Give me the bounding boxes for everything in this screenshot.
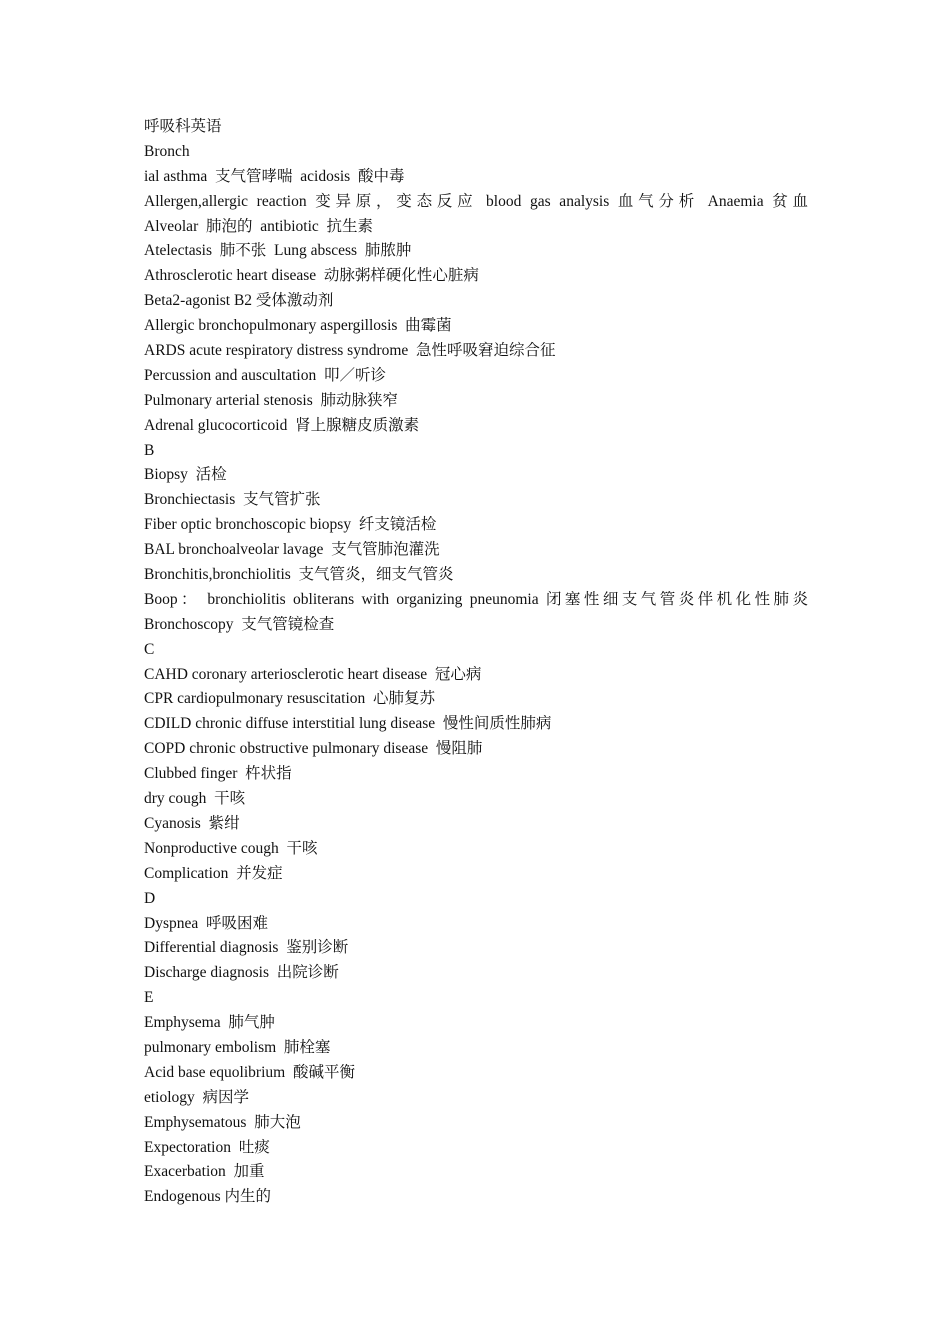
text-line: ial asthma 支气管哮喘 acidosis 酸中毒 — [144, 167, 405, 185]
text-line: Adrenal glucocorticoid 肾上腺糖皮质激素 — [144, 416, 420, 434]
text-line: COPD chronic obstructive pulmonary disease 慢阻肺 — [144, 740, 483, 758]
text-line: Nonproductive cough 干咳 — [144, 839, 318, 857]
text-line: Bronchiectasis 支气管扩张 — [144, 491, 321, 509]
text-line: Bronchoscopy 支气管镜检查 — [144, 615, 335, 633]
text-line: CDILD chronic diffuse interstitial lung disease 慢性间质性肺病 — [144, 715, 552, 733]
section-letter: E — [144, 989, 154, 1007]
text-line: CAHD coronary arteriosclerotic heart disease 冠心病 — [144, 665, 482, 683]
text-line: Discharge diagnosis 出院诊断 — [144, 964, 339, 982]
text-line: Beta2-agonist B2 受体激动剂 — [144, 292, 334, 310]
section-letter: B — [144, 441, 155, 459]
text-line: Fiber optic bronchoscopic biopsy 纤支镜活检 — [144, 516, 437, 534]
text-line: ARDS acute respiratory distress syndrome 急性呼吸窘迫综合征 — [144, 342, 556, 360]
text-line: Expectoration 吐痰 — [144, 1138, 270, 1156]
text-line: CPR cardiopulmonary resuscitation 心肺复苏 — [144, 690, 436, 708]
text-line: Differential diagnosis 鉴别诊断 — [144, 939, 349, 957]
text-line: etiology 病因学 — [144, 1088, 250, 1106]
text-line: Biopsy 活检 — [144, 466, 227, 484]
text-line: Pulmonary arterial stenosis 肺动脉狭窄 — [144, 391, 398, 409]
text-line: Bronch — [144, 142, 190, 160]
text-line: Bronchitis,bronchiolitis 支气管炎，细支气管炎 — [144, 566, 454, 584]
text-line: Atelectasis 肺不张 Lung abscess 肺脓肿 — [144, 242, 412, 260]
text-line: Exacerbation 加重 — [144, 1163, 265, 1181]
text-line: Allergen,allergic reaction 变异原，变态反应 blood gas analysis 血气分析 Anaemia 贫血 — [144, 192, 808, 210]
text-line: Athrosclerotic heart disease 动脉粥样硬化性心脏病 — [144, 267, 479, 285]
text-line: Allergic bronchopulmonary aspergillosis 曲霉菌 — [144, 317, 452, 335]
text-line: Emphysema 肺气肿 — [144, 1014, 275, 1032]
text-line: Boop： bronchiolitis obliterans with organizing pneunomia 闭塞性细支气管炎伴机化性肺炎 — [144, 590, 808, 608]
text-line: dry cough 干咳 — [144, 790, 246, 808]
text-line: Emphysematous 肺大泡 — [144, 1113, 301, 1131]
text-line: Endogenous 内生的 — [144, 1188, 272, 1206]
text-line: pulmonary embolism 肺栓塞 — [144, 1038, 331, 1056]
section-letter: C — [144, 640, 155, 658]
text-line: Percussion and auscultation 叩／听诊 — [144, 366, 386, 384]
text-line: BAL bronchoalveolar lavage 支气管肺泡灌洗 — [144, 541, 440, 559]
text-line: Acid base equolibrium 酸碱平衡 — [144, 1063, 355, 1081]
text-line: Dyspnea 呼吸困难 — [144, 914, 268, 932]
document-body — [144, 115, 808, 1210]
section-letter: D — [144, 889, 156, 907]
text-line: Alveolar 肺泡的 antibiotic 抗生素 — [144, 217, 374, 235]
text-line: Clubbed finger 杵状指 — [144, 765, 292, 783]
document-title: 呼吸科英语 — [144, 118, 222, 135]
text-line: Cyanosis 紫绀 — [144, 814, 240, 832]
text-line: Complication 并发症 — [144, 864, 283, 882]
